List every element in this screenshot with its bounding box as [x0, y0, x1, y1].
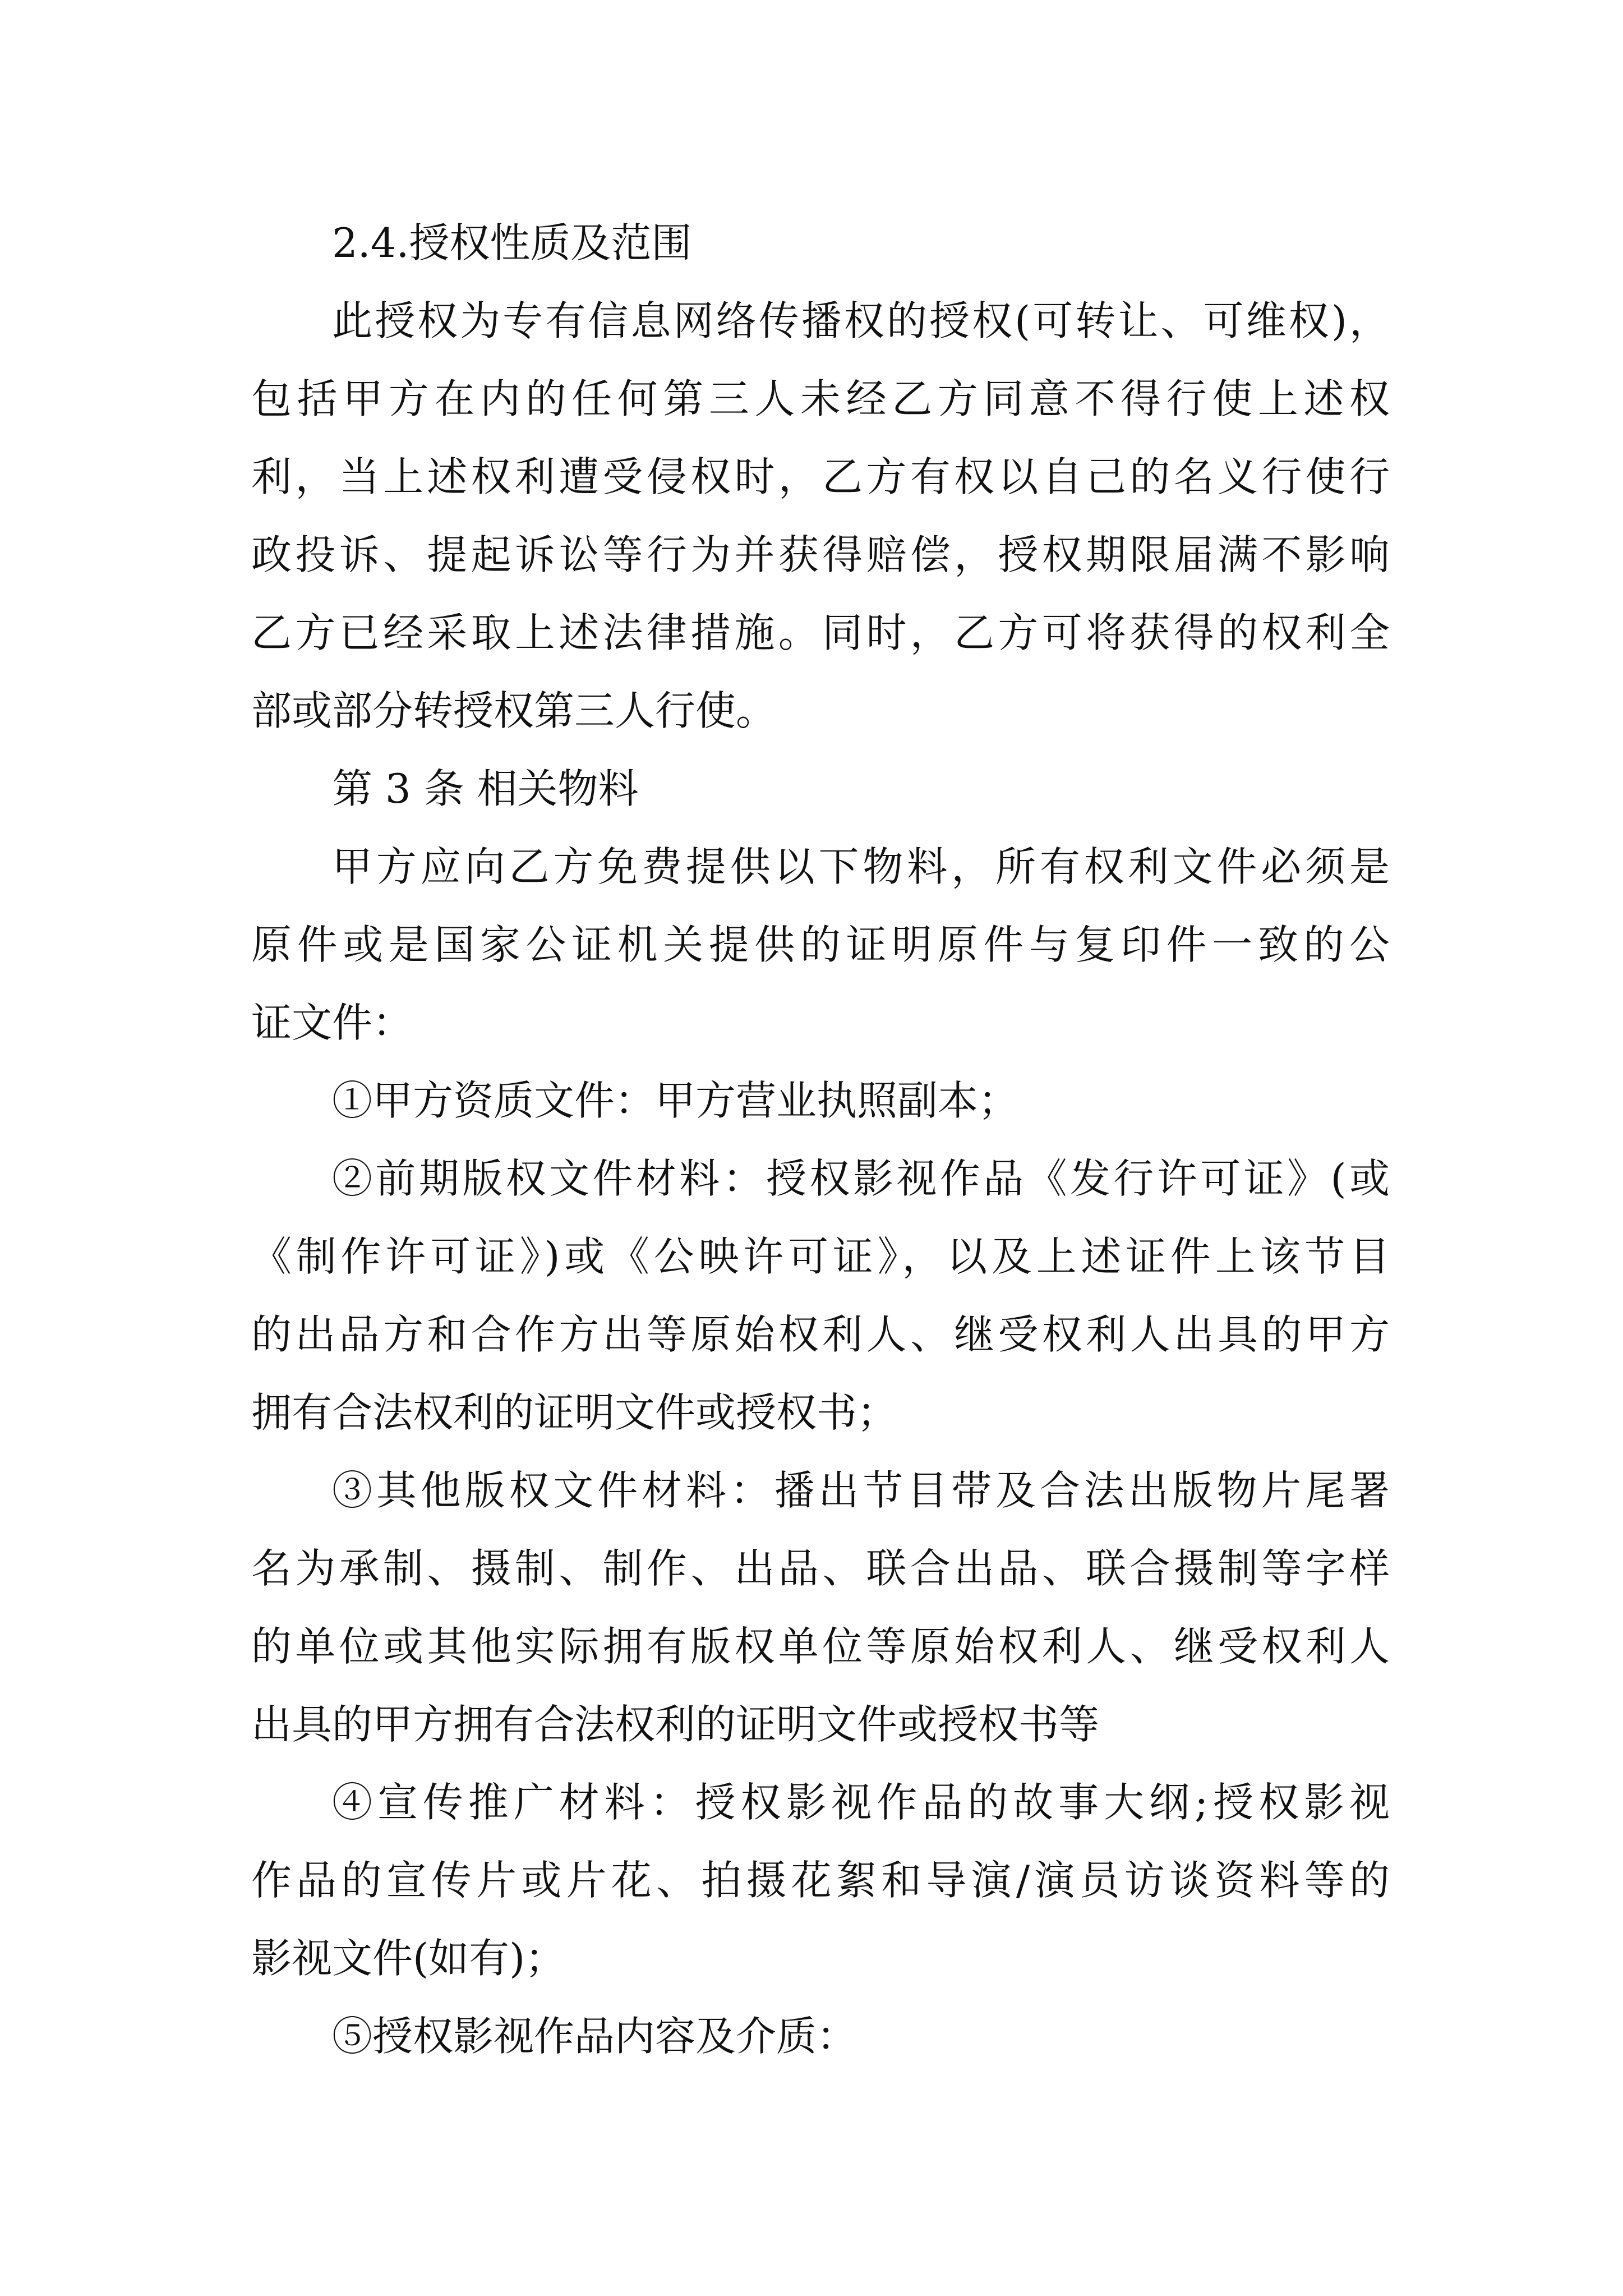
list-item-5: ⑤授权影视作品内容及介质：	[332, 2013, 857, 2060]
paragraph-line: 部或部分转授权第三人行使。	[251, 687, 777, 734]
paragraph-line: 政投诉、提起诉讼等行为并获得赔偿，授权期限届满不影响	[251, 531, 1390, 578]
list-item-2: ②前期版权文件材料：授权影视作品《发行许可证》(或	[332, 1155, 1390, 1202]
paragraph-line: 作品的宣传片或片花、拍摄花絮和导演/演员访谈资料等的	[251, 1857, 1390, 1904]
list-item-3: ③其他版权文件材料：播出节目带及合法出版物片尾署	[332, 1467, 1390, 1514]
paragraph-line: 乙方已经采取上述法律措施。同时，乙方可将获得的权利全	[251, 609, 1390, 656]
list-item-4: ④宣传推广材料：授权影视作品的故事大纲;授权影视	[332, 1779, 1390, 1826]
paragraph-line: 包括甲方在内的任何第三人未经乙方同意不得行使上述权	[251, 375, 1390, 422]
paragraph-line: 利，当上述权利遭受侵权时，乙方有权以自己的名义行使行	[251, 453, 1390, 500]
paragraph-line: 拥有合法权利的证明文件或授权书；	[251, 1389, 898, 1436]
list-item-1: ①甲方资质文件：甲方营业执照副本；	[332, 1077, 1019, 1124]
article-heading-3: 第 3 条 相关物料	[332, 765, 639, 812]
paragraph-line: 原件或是国家公证机关提供的证明原件与复印件一致的公	[251, 921, 1390, 968]
paragraph-line: 影视文件(如有)；	[251, 1935, 566, 1982]
paragraph-line: 甲方应向乙方免费提供以下物料，所有权利文件必须是	[332, 843, 1390, 890]
paragraph-line: 证文件：	[251, 999, 413, 1046]
paragraph-line: 的出品方和合作方出等原始权利人、继受权利人出具的甲方	[251, 1311, 1390, 1358]
section-heading-2-4: 2.4.授权性质及范围	[332, 219, 692, 266]
paragraph-line: 《制作许可证》)或《公映许可证》，以及上述证件上该节目	[251, 1233, 1390, 1280]
paragraph-line: 名为承制、摄制、制作、出品、联合出品、联合摄制等字样	[251, 1545, 1390, 1592]
paragraph-line: 此授权为专有信息网络传播权的授权(可转让、可维权)，	[332, 297, 1390, 344]
paragraph-line: 的单位或其他实际拥有版权单位等原始权利人、继受权利人	[251, 1623, 1390, 1670]
paragraph-line: 出具的甲方拥有合法权利的证明文件或授权书等	[251, 1701, 1100, 1748]
